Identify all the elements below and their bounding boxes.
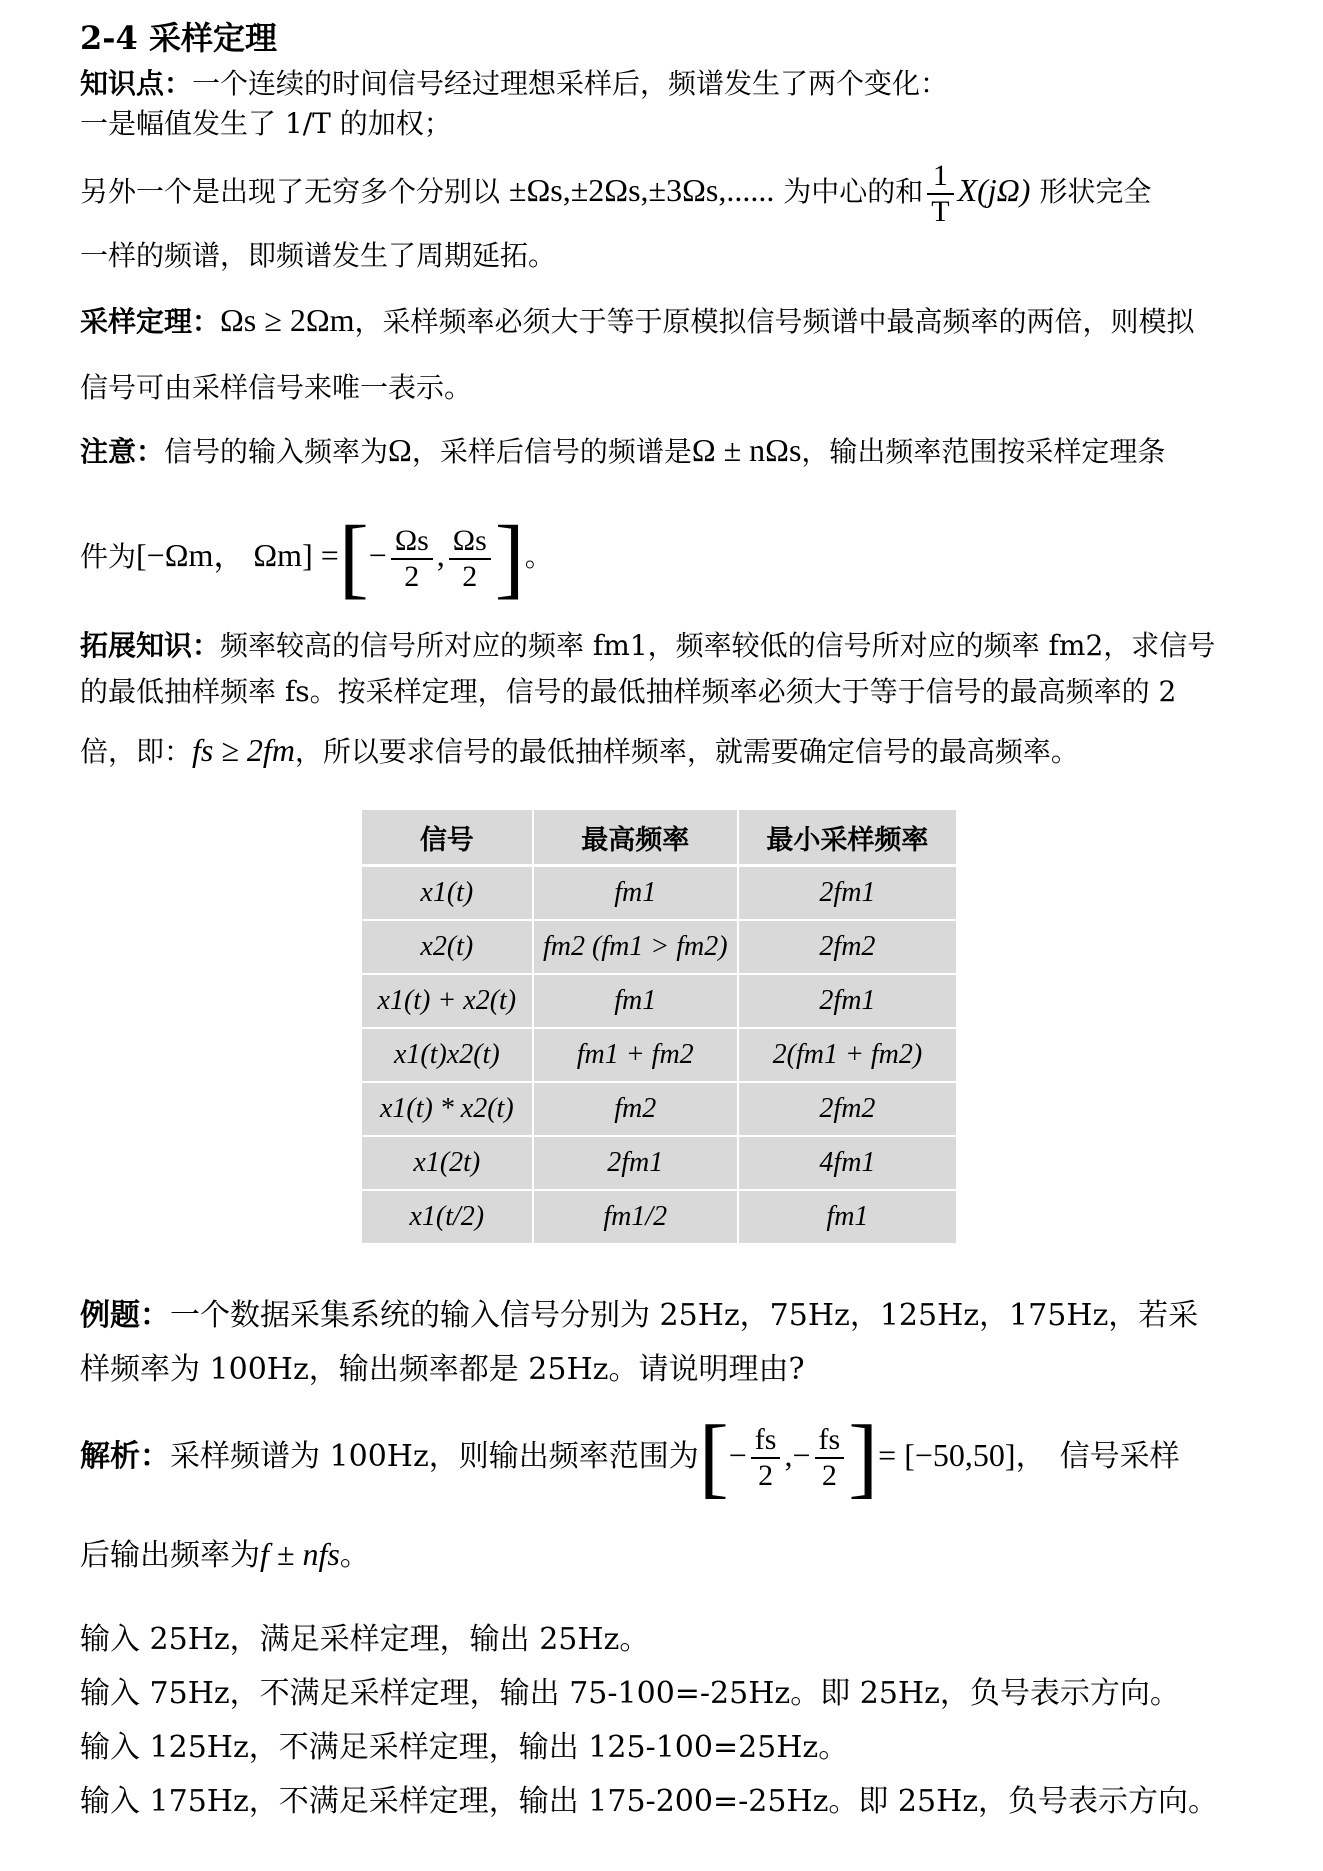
right-bracket: ]	[494, 508, 525, 608]
fraction-denominator: 2	[821, 1459, 837, 1492]
table-header-cell: 信号	[361, 810, 533, 866]
note-math1: Ω	[388, 432, 412, 468]
knowledge-text3a: 另外一个是出现了无穷多个分别以	[80, 175, 501, 208]
extend-text1: 频率较高的信号所对应的频率 fm1，频率较低的信号所对应的频率 fm2，求信号	[220, 629, 1216, 662]
table-cell: fm2	[533, 1082, 738, 1136]
fraction-numerator: Ωs	[449, 524, 491, 560]
analysis-text2: 信号采样	[1059, 1439, 1180, 1474]
knowledge-text3c: 形状完全	[1039, 175, 1152, 208]
left-bracket: [	[338, 508, 369, 608]
left-bracket: [	[698, 1408, 729, 1507]
table-cell: x1(2t)	[361, 1136, 533, 1190]
theorem-line1	[80, 300, 1250, 342]
note-text2: ，采样后信号的频谱是	[411, 435, 692, 468]
analysis-text4: 。	[339, 1538, 370, 1573]
result-line-3: 输入 125Hz，不满足采样定理，输出 125-100=25Hz。	[80, 1730, 849, 1765]
table-row	[361, 1082, 957, 1136]
note-line2	[80, 508, 1250, 608]
theorem-math: Ωs ≥ 2Ωm	[220, 302, 355, 338]
analysis-comma: ，	[1015, 1439, 1046, 1474]
analysis-label: 解析：	[80, 1439, 170, 1474]
analysis-math2: f ± nfs	[260, 1536, 340, 1572]
extend-text3b: ，所以要求信号的最低抽样频率，就需要确定信号的最高频率。	[294, 735, 1079, 768]
table-cell: fm1	[738, 1190, 957, 1243]
example-line2: 样频率为 100Hz，输出频率都是 25Hz。请说明理由?	[80, 1352, 805, 1387]
table-cell: 4fm1	[738, 1136, 957, 1190]
extend-label: 拓展知识：	[80, 629, 221, 662]
theorem-label: 采样定理：	[80, 305, 221, 338]
table-cell: fm1/2	[533, 1190, 738, 1243]
example-text1: 一个数据采集系统的输入信号分别为 25Hz，75Hz，125Hz，175Hz，若采	[170, 1298, 1199, 1333]
table-row	[361, 974, 957, 1028]
extend-text3a: 倍，即：	[80, 735, 193, 768]
note-fraction1	[391, 524, 433, 594]
note-math3: [−Ωm， Ωm] =	[136, 537, 339, 573]
theorem-line2: 信号可由采样信号来唯一表示。	[80, 371, 473, 404]
analysis-text1: 采样频谱为 100Hz，则输出频率范围为	[170, 1439, 699, 1474]
note-text3: ，输出频率范围按采样定理条	[801, 435, 1166, 468]
table-cell: x1(t)	[361, 866, 533, 921]
table-cell: 2(fm1 + fm2)	[738, 1028, 957, 1082]
table-cell: fm2 (fm1 > fm2)	[533, 920, 738, 974]
table-cell: x2(t)	[361, 920, 533, 974]
result-line-1: 输入 25Hz，满足采样定理，输出 25Hz。	[80, 1622, 650, 1657]
extend-math: fs ≥ 2fm	[192, 732, 295, 768]
theorem-text1: ，采样频率必须大于等于原模拟信号频谱中最高频率的两倍，则模拟	[354, 305, 1195, 338]
knowledge-fraction	[927, 159, 953, 229]
knowledge-text1: 一个连续的时间信号经过理想采样后，频谱发生了两个变化：	[192, 67, 949, 100]
table-cell: x1(t) * x2(t)	[361, 1082, 533, 1136]
note-fraction2	[449, 524, 491, 594]
table-header-row	[361, 810, 957, 866]
fraction-numerator: Ωs	[391, 524, 433, 560]
comma-minus-sign: ,−	[784, 1437, 811, 1473]
table-row	[361, 1136, 957, 1190]
extend-line1	[80, 626, 1250, 666]
fraction-numerator: fs	[815, 1423, 845, 1459]
result-line-4: 输入 175Hz，不满足采样定理，输出 175-200=-25Hz。即 25Hz，负号表示方向。	[80, 1784, 1219, 1819]
table-cell: 2fm2	[738, 1082, 957, 1136]
note-math2: Ω ± nΩs	[691, 432, 802, 468]
note-text5: 。	[524, 540, 553, 573]
fraction-denominator: 2	[758, 1459, 774, 1492]
extend-line2: 的最低抽样频率 fs。按采样定理，信号的最低抽样频率必须大于等于信号的最高频率的 2	[80, 675, 1177, 708]
table-header-cell: 最高频率	[533, 810, 738, 866]
analysis-fraction1	[751, 1423, 781, 1493]
table-cell: x1(t/2)	[361, 1190, 533, 1243]
fraction-numerator: fs	[751, 1423, 781, 1459]
knowledge-line4: 一样的频谱，即频谱发生了周期延拓。	[80, 239, 557, 272]
right-bracket: ]	[848, 1408, 879, 1507]
note-label: 注意：	[80, 435, 165, 468]
knowledge-text3b: 为中心的和	[783, 175, 924, 208]
note-line1	[80, 430, 1250, 472]
table-cell: 2fm2	[738, 920, 957, 974]
note-text1: 信号的输入频率为	[164, 435, 389, 468]
knowledge-line2: 一是幅值发生了 1/T 的加权；	[80, 107, 452, 140]
knowledge-line3	[80, 150, 1250, 232]
table-cell: x1(t)x2(t)	[361, 1028, 533, 1082]
table-cell: fm1	[533, 866, 738, 921]
result-line-2: 输入 75Hz，不满足采样定理，输出 75-100=-25Hz。即 25Hz，负号表示方向。	[80, 1676, 1180, 1711]
example-line1	[80, 1290, 1250, 1342]
analysis-line1	[80, 1408, 1250, 1507]
analysis-line2	[80, 1528, 1250, 1582]
minus-sign: −	[728, 1437, 747, 1473]
table-row	[361, 920, 957, 974]
table-row	[361, 1028, 957, 1082]
fraction-numerator: 1	[927, 159, 953, 195]
table-cell: fm1 + fm2	[533, 1028, 738, 1082]
example-label: 例题：	[80, 1298, 170, 1333]
knowledge-line1	[80, 64, 1250, 104]
fraction-denominator: 2	[462, 559, 478, 593]
table-header-cell: 最小采样频率	[738, 810, 957, 866]
analysis-math1: = [−50,50]	[878, 1437, 1016, 1473]
table-cell: 2fm1	[738, 974, 957, 1028]
fraction-denominator: T	[931, 194, 950, 228]
comma-sign: ,	[436, 537, 445, 573]
analysis-fraction2	[815, 1423, 845, 1493]
knowledge-label: 知识点：	[80, 67, 193, 100]
knowledge-math2: X(jΩ)	[957, 172, 1031, 208]
minus-sign: −	[368, 537, 387, 573]
frequency-table	[360, 810, 958, 1243]
knowledge-math1: ±Ωs,±2Ωs,±3Ωs,......	[508, 172, 775, 208]
fraction-denominator: 2	[404, 559, 420, 593]
note-text4: 件为	[80, 540, 137, 573]
analysis-text3: 后输出频率为	[80, 1538, 260, 1573]
table-cell: 2fm1	[738, 866, 957, 921]
table-cell: fm1	[533, 974, 738, 1028]
table-cell: 2fm1	[533, 1136, 738, 1190]
table-cell: x1(t) + x2(t)	[361, 974, 533, 1028]
extend-line3	[80, 730, 1250, 772]
table-row	[361, 1190, 957, 1243]
table-row	[361, 866, 957, 921]
section-title: 2-4 采样定理	[80, 19, 277, 57]
